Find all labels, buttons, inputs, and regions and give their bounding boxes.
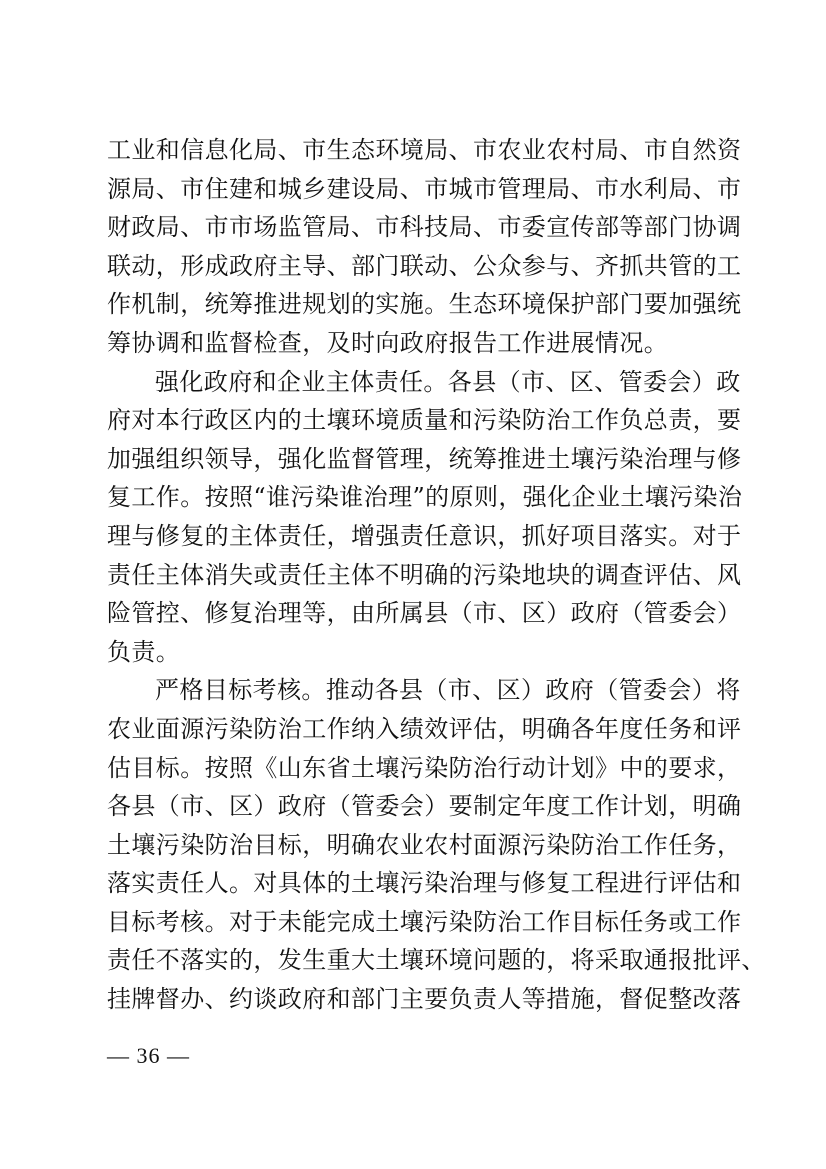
text-line: 责任主体消失或责任主体不明确的污染地块的调查评估、风 — [107, 560, 742, 589]
text-line: 险管控、修复治理等，由所属县（市、区）政府（管委会） — [107, 599, 742, 628]
text-line: 加强组织领导，强化监督管理，统筹推进土壤污染治理与修 — [107, 444, 742, 473]
text-line: 农业面源污染防治工作纳入绩效评估，明确各年度任务和评 — [107, 714, 742, 743]
text-line: 土壤污染防治目标，明确农业农村面源污染防治工作任务， — [107, 830, 742, 859]
text-line: 筹协调和监督检查，及时向政府报告工作进展情况。 — [107, 328, 669, 357]
text-line: 挂牌督办、约谈政府和部门主要负责人等措施，督促整改落 — [107, 985, 742, 1014]
text-line: 理与修复的主体责任，增强责任意识，抓好项目落实。对于 — [107, 521, 742, 550]
text-line: 落实责任人。对具体的土壤污染治理与修复工程进行评估和 — [107, 869, 742, 898]
text-line: 各县（市、区）政府（管委会）要制定年度工作计划，明确 — [107, 792, 742, 821]
paragraph-start-line: 严格目标考核。推动各县（市、区）政府（管委会）将 — [155, 676, 741, 705]
text-line: 源局、市住建和城乡建设局、市城市管理局、市水利局、市 — [107, 174, 742, 203]
text-line: 负责。 — [107, 637, 181, 666]
text-line: 复工作。按照“谁污染谁治理”的原则，强化企业土壤污染治 — [107, 483, 743, 512]
text-line: 估目标。按照《山东省土壤污染防治行动计划》中的要求， — [107, 753, 742, 782]
body-text — [107, 131, 766, 1019]
text-line: 责任不落实的，发生重大土壤环境问题的，将采取通报批评、 — [107, 946, 766, 975]
text-line: 联动，形成政府主导、部门联动、公众参与、齐抓共管的工 — [107, 251, 742, 280]
paragraph-start-line: 强化政府和企业主体责任。各县（市、区、管委会）政 — [155, 367, 741, 396]
text-line: 财政局、市市场监管局、市科技局、市委宣传部等部门协调 — [107, 213, 742, 242]
text-line: 工业和信息化局、市生态环境局、市农业农村局、市自然资 — [107, 136, 742, 164]
text-line: 作机制，统筹推进规划的实施。生态环境保护部门要加强统 — [107, 290, 742, 319]
page-number: — 36 — — [107, 1043, 190, 1068]
text-line: 府对本行政区内的土壤环境质量和污染防治工作负总责，要 — [107, 406, 742, 435]
text-line: 目标考核。对于未能完成土壤污染防治工作目标任务或工作 — [107, 907, 742, 936]
